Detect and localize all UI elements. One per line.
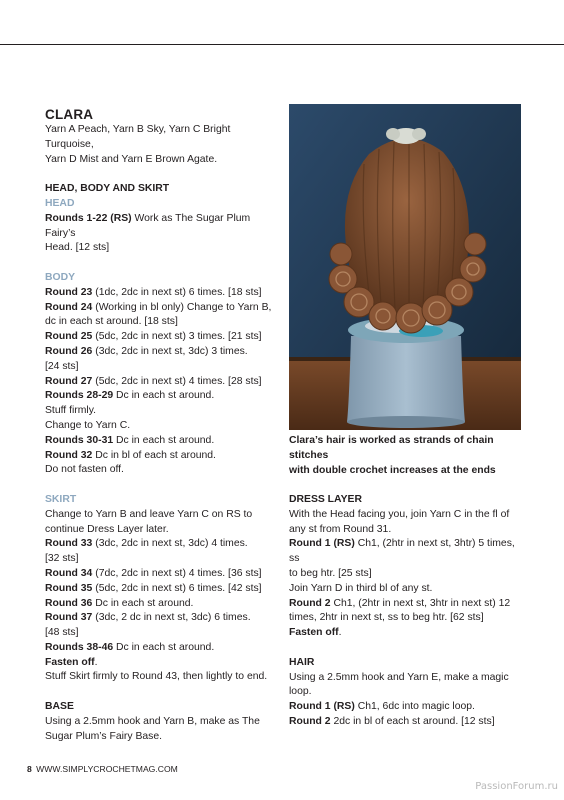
instruction-line: Round 23 (1dc, 2dc in next st) 6 times. [18 sts] [45, 286, 262, 298]
instruction-line: Round 37 (3dc, 2 dc in next st, 3dc) 6 times. [45, 612, 251, 624]
instruction-line: times, 2htr in next st, ss to beg htr. [62 sts] [289, 612, 484, 624]
doll-photo [289, 104, 521, 430]
body-subtitle: BODY [45, 271, 76, 283]
instruction-line: Rounds 30-31 Dc in each st around. [45, 434, 215, 446]
head-round-cont: Head. [12 sts] [45, 242, 110, 254]
hair-instructions [289, 671, 521, 730]
caption-line-1: Clara’s hair is worked as strands of chain stitches [289, 435, 494, 461]
instruction-line: continue Dress Layer later. [45, 523, 169, 535]
instruction-line: [48 sts] [45, 627, 79, 639]
instruction-line: [24 sts] [45, 360, 79, 372]
watermark: PassionForum.ru [475, 781, 558, 792]
base-line-1: Using a 2.5mm hook and Yarn B, make as The [45, 715, 260, 727]
instruction-line: Round 25 (5dc, 2dc in next st) 3 times. [21 sts] [45, 331, 262, 343]
top-rule [0, 44, 564, 45]
left-column [45, 107, 273, 744]
instruction-line: Fasten off. [45, 656, 98, 668]
intro-line-1: Yarn A Peach, Yarn B Sky, Yarn C Bright Turquoise, [45, 124, 231, 150]
section-heading: HEAD, BODY AND SKIRT [45, 183, 170, 195]
page-number: 8 [27, 764, 32, 774]
instruction-line: Rounds 28-29 Dc in each st around. [45, 390, 215, 402]
instruction-line: to beg htr. [25 sts] [289, 567, 372, 579]
pattern-title: CLARA [45, 107, 94, 122]
instruction-line: With the Head facing you, join Yarn C in the fl of [289, 508, 510, 520]
hair-title: HAIR [289, 656, 315, 668]
instruction-line: Round 32 Dc in bl of each st around. [45, 449, 216, 461]
instruction-line: Round 33 (3dc, 2dc in next st, 3dc) 4 times. [45, 538, 248, 550]
footer-site: WWW.SIMPLYCROCHETMAG.COM [36, 764, 178, 774]
right-column [289, 493, 521, 730]
caption-line-2: with double crochet increases at the ends [289, 464, 496, 476]
skirt-instructions [45, 508, 273, 686]
dress-layer-title: DRESS LAYER [289, 494, 362, 505]
instruction-line: Rounds 38-46 Dc in each st around. [45, 641, 215, 653]
body-instructions [45, 286, 273, 478]
instruction-line: any st from Round 31. [289, 523, 392, 535]
instruction-line: Using a 2.5mm hook and Yarn E, make a magic [289, 671, 509, 683]
instruction-line: [32 sts] [45, 553, 79, 565]
instruction-line: Round 1 (RS) Ch1, (2htr in next st, 3htr) 5 times, ss [289, 538, 515, 565]
base-line-2: Sugar Plum’s Fairy Base. [45, 730, 163, 742]
instruction-line: Round 35 (5dc, 2dc in next st) 6 times. [42 sts] [45, 582, 262, 594]
instruction-line: loop. [289, 686, 312, 698]
instruction-line: Change to Yarn C. [45, 419, 131, 431]
instruction-line: Join Yarn D in third bl of any st. [289, 582, 433, 594]
instruction-line: Do not fasten off. [45, 464, 124, 476]
instruction-line: Stuff firmly. [45, 405, 96, 417]
instruction-line: Round 2 Ch1, (2htr in next st, 3htr in next st) 12 [289, 597, 511, 609]
head-subtitle: HEAD [45, 197, 75, 209]
instruction-line: Round 34 (7dc, 2dc in next st) 4 times. [36 sts] [45, 567, 262, 579]
instruction-line: Round 36 Dc in each st around. [45, 597, 194, 609]
head-round: Rounds 1-22 (RS) Work as The Sugar Plum Fairy’s [45, 212, 251, 239]
instruction-line: Stuff Skirt firmly to Round 43, then lightly to end. [45, 671, 268, 683]
instruction-line: dc in each st around. [18 sts] [45, 316, 178, 328]
instruction-line: Round 24 (Working in bl only) Change to Yarn B, [45, 301, 272, 313]
instruction-line: Fasten off. [289, 627, 342, 639]
instruction-line: Round 27 (5dc, 2dc in next st) 4 times. [28 sts] [45, 375, 262, 387]
instruction-line: Change to Yarn B and leave Yarn C on RS to [45, 508, 253, 520]
instruction-line: Round 1 (RS) Ch1, 6dc into magic loop. [289, 701, 475, 713]
instruction-line: Round 26 (3dc, 2dc in next st, 3dc) 3 times. [45, 345, 248, 357]
photo-caption [289, 434, 521, 478]
instruction-line: Round 2 2dc in bl of each st around. [12 sts] [289, 715, 495, 727]
dress-layer-instructions [289, 508, 521, 641]
page-footer [27, 764, 178, 774]
intro-line-2: Yarn D Mist and Yarn E Brown Agate. [45, 153, 218, 165]
base-title: BASE [45, 701, 74, 713]
skirt-subtitle: SKIRT [45, 493, 77, 505]
